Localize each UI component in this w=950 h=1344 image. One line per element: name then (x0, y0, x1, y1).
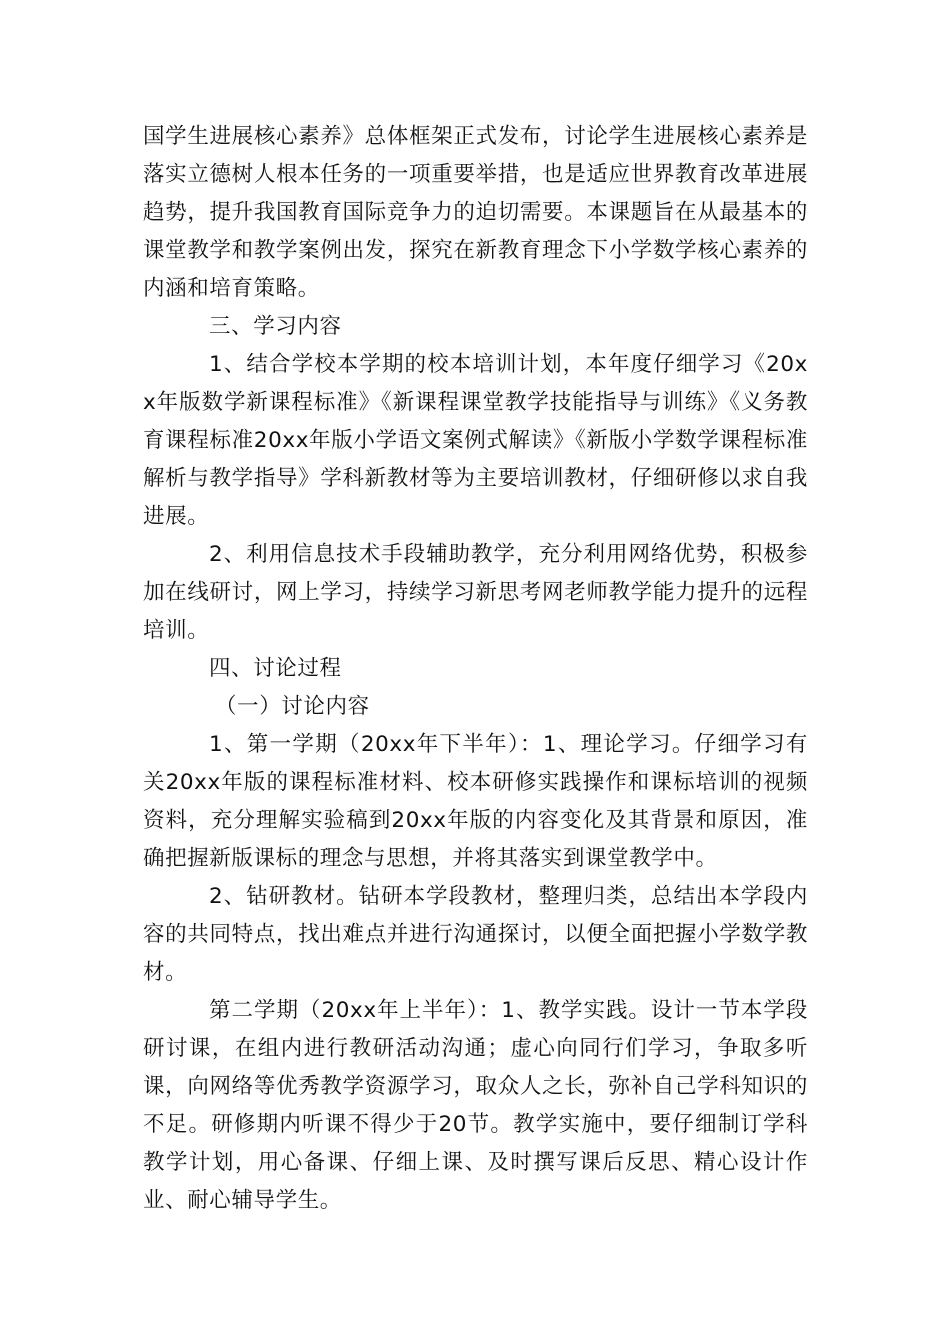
paragraph-core-literacy-intro: 国学生进展核心素养》总体框架正式发布，讨论学生进展核心素养是落实立德树人根本任务的一项重要举措，也是适应世界教育改革进展趋势，提升我国教育国际竞争力的迫切需要。本课题旨在从最基本的课堂教学和教学案例出发，探究在新教育理念下小学数学核心素养的内涵和培育策略。 (143, 124, 808, 301)
section-heading-research-process: 四、讨论过程 (209, 656, 342, 681)
subsection-heading-research-content: （一）讨论内容 (215, 694, 370, 719)
section-heading-learning-content: 三、学习内容 (209, 314, 342, 339)
paragraph-learning-item-1: 1、结合学校本学期的校本培训计划，本年度仔细学习《20xx年版数学新课程标准》《新课程课堂教学技能指导与训练》《义务教育课程标准20xx年版小学语文案例式解读》《新版小学数学课程标准解析与教学指导》学科新教材等为主要培训教材，仔细研修以求自我进展。 (143, 352, 808, 529)
document-body (143, 118, 808, 1220)
paragraph-learning-item-2: 2、利用信息技术手段辅助教学，充分利用网络优势，积极参加在线研讨，网上学习，持续学习新思考网老师教学能力提升的远程培训。 (143, 542, 808, 643)
paragraph-second-semester: 第二学期（20xx年上半年）：1、教学实践。设计一节本学段研讨课，在组内进行教研活动沟通；虚心向同行们学习，争取多听课，向网络等优秀教学资源学习，取众人之长，弥补自己学科知识的不足。研修期内听课不得少于20节。教学实施中，要仔细制订学科教学计划，用心备课、仔细上课、及时撰写课后反思、精心设计作业、耐心辅导学生。 (143, 998, 808, 1213)
paragraph-study-textbooks: 2、钻研教材。钻研本学段教材，整理归类，总结出本学段内容的共同特点，找出难点并进行沟通探讨，以便全面把握小学数学教材。 (143, 884, 808, 985)
paragraph-first-semester: 1、第一学期（20xx年下半年）：1、理论学习。仔细学习有关20xx年版的课程标准材料、校本研修实践操作和课标培训的视频资料，充分理解实验稿到20xx年版的内容变化及其背景和原因，准确把握新版课标的理念与思想，并将其落实到课堂教学中。 (143, 732, 808, 871)
